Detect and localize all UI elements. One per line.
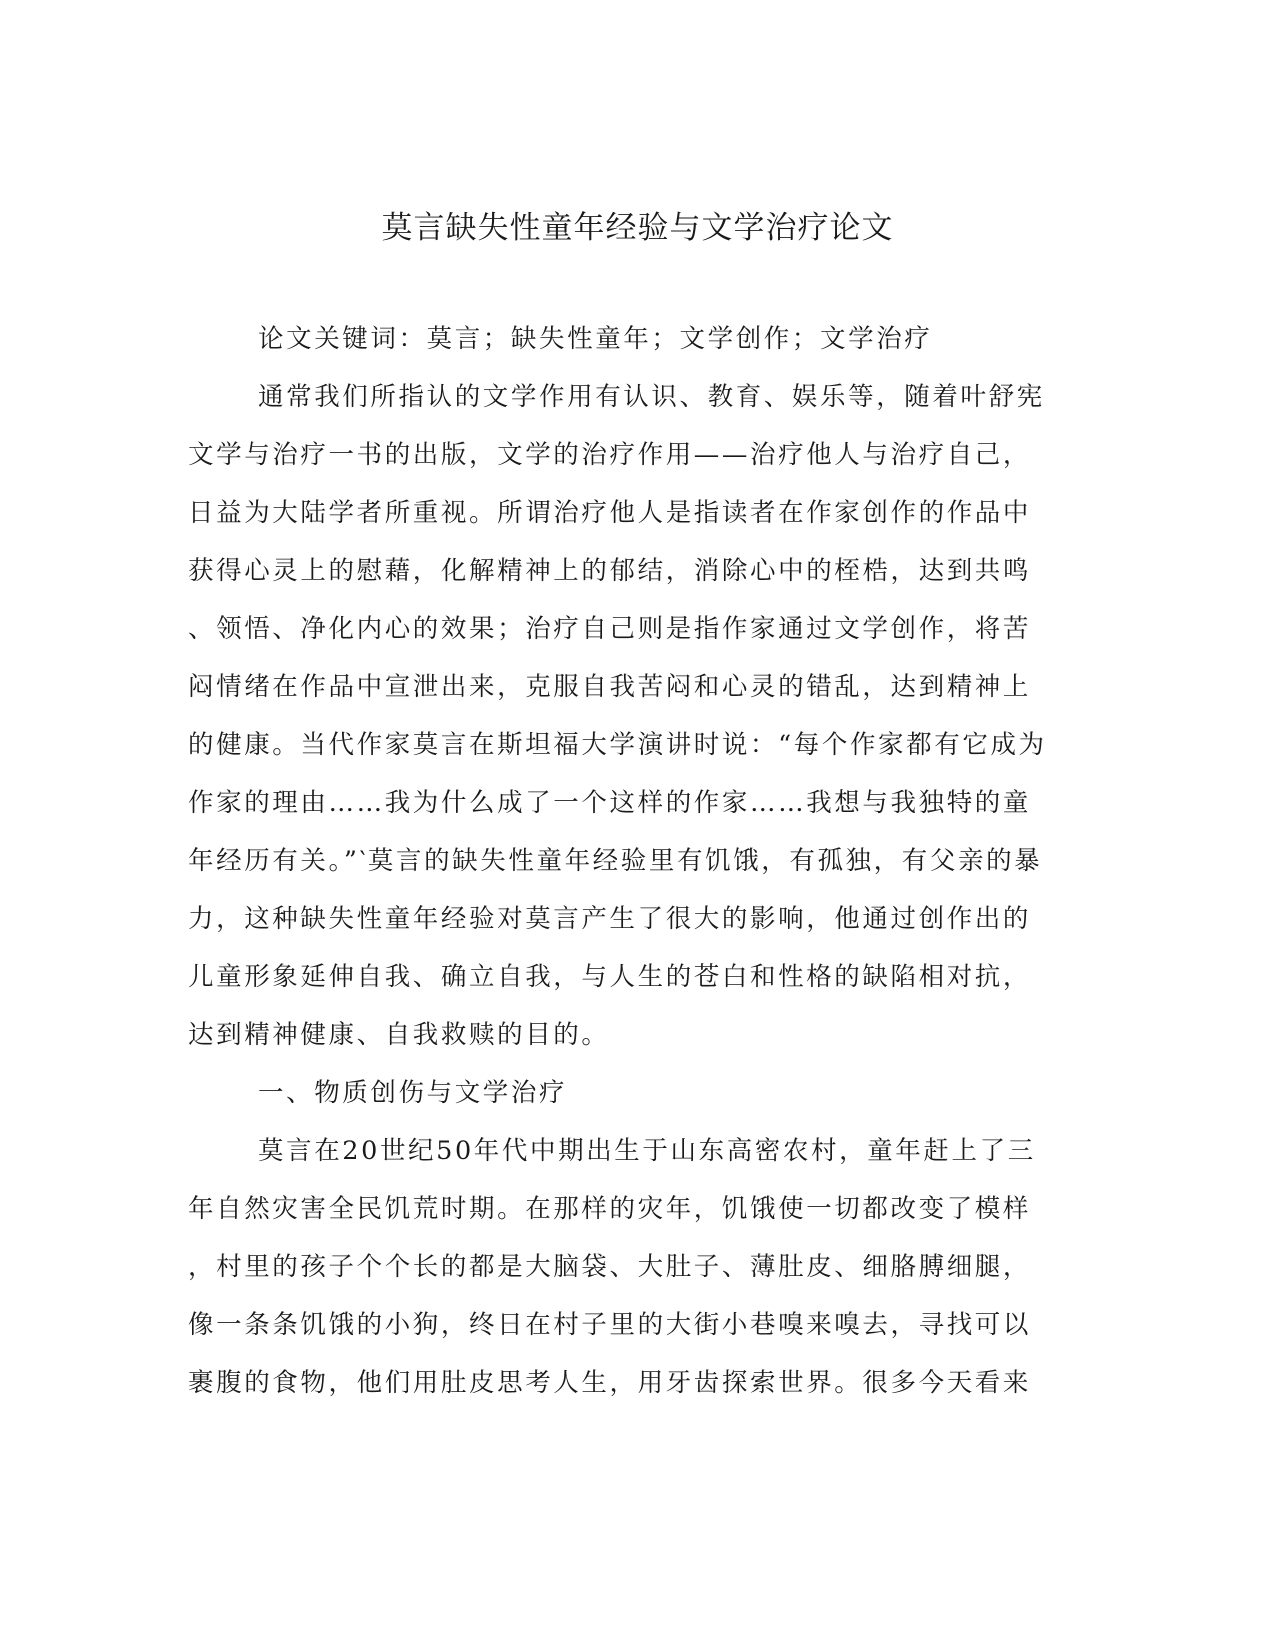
paragraph-line: 获得心灵上的慰藉，化解精神上的郁结，消除心中的桎梏，达到共鸣 (188, 556, 1032, 586)
paragraph-line: ，村里的孩子个个长的都是大脑袋、大肚子、薄肚皮、细胳膊细腿， (188, 1252, 1032, 1282)
paragraph-line: 日益为大陆学者所重视。所谓治疗他人是指读者在作家创作的作品中 (188, 498, 1032, 528)
paragraph-line: 作家的理由……我为什么成了一个这样的作家……我想与我独特的童 (188, 788, 1032, 818)
paragraph-line: 力，这种缺失性童年经验对莫言产生了很大的影响，他通过创作出的 (188, 904, 1032, 934)
paragraph-line: 闷情绪在作品中宣泄出来，克服自我苦闷和心灵的错乱，达到精神上 (188, 672, 1032, 702)
paragraph-line: 年自然灾害全民饥荒时期。在那样的灾年，饥饿使一切都改变了模样 (188, 1194, 1032, 1224)
keywords-line: 论文关键词：莫言；缺失性童年；文学创作；文学治疗 (258, 324, 933, 354)
paragraph-line: 达到精神健康、自我救赎的目的。 (188, 1020, 610, 1050)
paragraph-line: 像一条条饥饿的小狗，终日在村子里的大街小巷嗅来嗅去，寻找可以 (188, 1310, 1032, 1340)
paragraph-line: 年经历有关。”‵莫言的缺失性童年经验里有饥饿，有孤独，有父亲的暴 (188, 846, 1043, 876)
paragraph-line: 、领悟、净化内心的效果；治疗自己则是指作家通过文学创作，将苦 (188, 614, 1032, 644)
section-heading: 一、物质创伤与文学治疗 (258, 1078, 568, 1108)
document-title: 莫言缺失性童年经验与文学治疗论文 (381, 210, 894, 246)
paragraph-line: 文学与治疗一书的出版，文学的治疗作用——治疗他人与治疗自己， (188, 440, 1032, 470)
paragraph-line: 莫言在20世纪50年代中期出生于山东高密农村，童年赶上了三 (258, 1136, 1036, 1166)
paragraph-line: 裹腹的食物，他们用肚皮思考人生，用牙齿探索世界。很多今天看来 (188, 1368, 1032, 1398)
paragraph-line: 通常我们所指认的文学作用有认识、教育、娱乐等，随着叶舒宪 (258, 382, 1045, 412)
paragraph-line: 儿童形象延伸自我、确立自我，与人生的苍白和性格的缺陷相对抗， (188, 962, 1032, 992)
paragraph-line: 的健康。当代作家莫言在斯坦福大学演讲时说：“每个作家都有它成为 (188, 730, 1047, 760)
